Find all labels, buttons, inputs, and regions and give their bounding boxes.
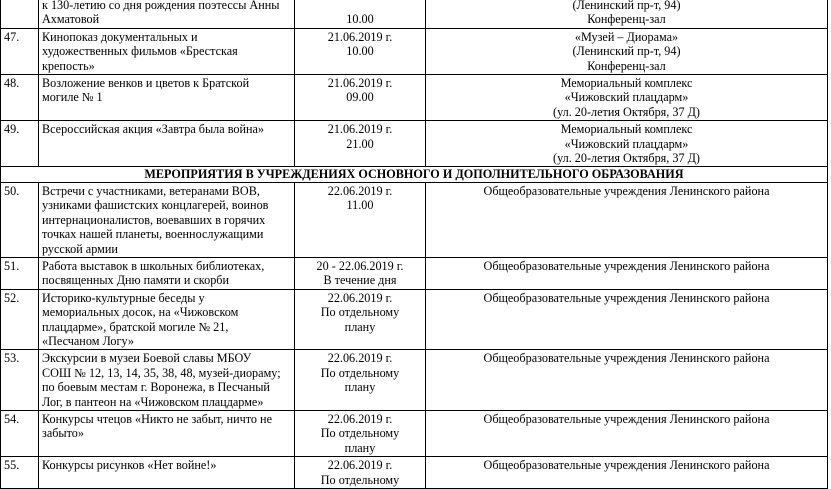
- date-line: 21.00: [346, 136, 374, 151]
- event-line: СОШ № 12, 13, 14, 35, 38, 48, музей-диораму;: [42, 365, 281, 380]
- place-line: Общеобразовательные учреждения Ленинского района: [483, 258, 770, 273]
- place-cell: [426, 75, 828, 121]
- place-line: «Чижовский плацдарм»: [564, 90, 689, 105]
- row-number: 51.: [1, 257, 39, 289]
- date-cell: [295, 0, 426, 28]
- place-line: (ул. 20-летия Октября, 37 Д): [553, 151, 700, 166]
- row-number: 47.: [1, 28, 39, 74]
- table-row: [1, 289, 828, 350]
- date-line: В течение дня: [323, 273, 397, 288]
- date-cell: [295, 121, 426, 167]
- event-cell: [39, 121, 295, 167]
- event-line: мемориальных досок, на «Чижовском: [42, 305, 239, 320]
- section-header-body: [1, 167, 828, 182]
- table-row: [1, 350, 828, 411]
- row-number: 49.: [1, 121, 39, 167]
- event-cell: [39, 350, 295, 411]
- event-line: интернационалистов, воевавших в горячих: [42, 212, 266, 227]
- date-line: 22.06.2019 г.: [327, 351, 393, 366]
- table-row: [1, 182, 828, 257]
- row-number: 50.: [1, 182, 39, 257]
- place-cell: [426, 121, 828, 167]
- place-line: Общеобразовательные учреждения Ленинского района: [483, 290, 770, 305]
- place-line: «Музей – Диорама»: [574, 29, 679, 44]
- event-line: могиле № 1: [42, 90, 103, 105]
- date-cell: [295, 28, 426, 74]
- date-line: По отдельному: [320, 305, 400, 320]
- event-line: Конкурсы чтецов «Никто не забыт, ничто не: [42, 411, 272, 426]
- event-line: посвященных Дню памяти и скорби: [42, 273, 230, 288]
- event-line: «Песчаном Логу»: [42, 333, 135, 348]
- place-cell: [426, 182, 828, 257]
- date-line: [298, 0, 422, 12]
- event-line: Экскурсии в музеи Боевой славы МБОУ: [42, 351, 252, 366]
- row-number: 52.: [1, 289, 39, 350]
- date-cell: [295, 350, 426, 411]
- event-cell: [39, 257, 295, 289]
- date-cell: [295, 75, 426, 121]
- event-cell: [39, 28, 295, 74]
- event-line: Ахматовой: [42, 12, 100, 27]
- table-row: [1, 410, 828, 456]
- place-line: (Ленинский пр-т, 94): [572, 0, 681, 12]
- date-line: 22.06.2019 г.: [327, 183, 393, 198]
- event-cell: [39, 0, 295, 28]
- date-line: плану: [344, 319, 376, 334]
- place-line: «Чижовский плацдарм»: [564, 136, 689, 151]
- section-header-row: [1, 167, 828, 182]
- event-line: Лог, в пантеон на «Чижовском плацдарме»: [42, 394, 264, 409]
- date-line: 22.06.2019 г.: [327, 458, 393, 473]
- event-line: Кинопоказ документальных и: [42, 29, 198, 44]
- place-cell: [426, 0, 828, 28]
- row-number: 48.: [1, 75, 39, 121]
- event-cell: [39, 410, 295, 456]
- place-line: (Ленинский пр-т, 94): [572, 44, 681, 59]
- date-line: По отдельному: [320, 426, 400, 441]
- date-line: По отдельному: [320, 472, 400, 487]
- event-line: русской армии: [42, 241, 118, 256]
- date-line: По отдельному: [320, 365, 400, 380]
- row-number: [1, 0, 39, 28]
- event-line: Встречи с участниками, ветеранами ВОВ,: [42, 183, 260, 198]
- event-line: забыто»: [42, 426, 84, 441]
- events-table-top: [1, 0, 828, 167]
- row-number: 53.: [1, 350, 39, 411]
- row-number: 55.: [1, 457, 39, 489]
- event-line: Работа выставок в школьных библиотеках,: [42, 258, 265, 273]
- table-row: [1, 257, 828, 289]
- date-line: 21.06.2019 г.: [327, 122, 393, 137]
- events-table-bottom: [1, 182, 828, 488]
- place-line: Мемориальный комплекс: [560, 76, 693, 91]
- date-cell: [295, 257, 426, 289]
- place-line: Общеобразовательные учреждения Ленинского района: [483, 183, 770, 198]
- table-row: [1, 121, 828, 167]
- event-line: к 130-летию со дня рождения поэтессы Анны: [42, 0, 280, 12]
- event-cell: [39, 182, 295, 257]
- place-line: Общеобразовательные учреждения Ленинского района: [483, 411, 770, 426]
- event-line: Возложение венков и цветов к Братской: [42, 76, 250, 91]
- place-line: Конференц-зал: [587, 12, 666, 27]
- section-title: МЕРОПРИЯТИЯ В УЧРЕЖДЕНИЯХ ОСНОВНОГО И ДОПОЛНИТЕЛЬНОГО ОБРАЗОВАНИЯ: [1, 167, 828, 182]
- event-line: точках нашей планеты, военнослужащими: [42, 227, 264, 242]
- event-line: Историко-культурные беседы у: [42, 290, 205, 305]
- event-line: плацдарме», братской могиле № 21,: [42, 319, 229, 334]
- event-line: Всероссийская акция «Завтра была война»: [42, 122, 265, 137]
- date-line: 22.06.2019 г.: [327, 290, 393, 305]
- place-cell: [426, 410, 828, 456]
- table-row: [1, 75, 828, 121]
- date-line: 21.06.2019 г.: [327, 29, 393, 44]
- row-number: 54.: [1, 410, 39, 456]
- event-line: крепость»: [42, 58, 95, 73]
- table-row: [1, 28, 828, 74]
- date-line: 22.06.2019 г.: [327, 411, 393, 426]
- date-cell: [295, 182, 426, 257]
- date-cell: [295, 410, 426, 456]
- place-line: Конференц-зал: [587, 58, 666, 73]
- date-line: 09.00: [346, 90, 374, 105]
- date-cell: [295, 289, 426, 350]
- date-line: плану: [344, 380, 376, 395]
- date-line: 10.00: [346, 44, 374, 59]
- event-line: узниками фашистских концлагерей, воинов: [42, 198, 269, 213]
- place-cell: [426, 350, 828, 411]
- place-line: Мемориальный комплекс: [560, 122, 693, 137]
- date-line: 10.00: [346, 12, 374, 27]
- place-line: (ул. 20-летия Октября, 37 Д): [553, 104, 700, 119]
- date-line: 11.00: [346, 198, 374, 213]
- place-line: Общеобразовательные учреждения Ленинского района: [483, 458, 770, 473]
- place-line: Общеобразовательные учреждения Ленинского района: [483, 351, 770, 366]
- event-line: художественных фильмов «Брестская: [42, 44, 238, 59]
- place-cell: [426, 28, 828, 74]
- table-row: [1, 0, 828, 28]
- place-cell: [426, 289, 828, 350]
- event-cell: [39, 289, 295, 350]
- date-line: 20 - 22.06.2019 г.: [316, 258, 404, 273]
- date-line: 21.06.2019 г.: [327, 76, 393, 91]
- event-cell: [39, 75, 295, 121]
- event-line: по боевым местам г. Воронежа, в Песчаный: [42, 380, 270, 395]
- place-cell: [426, 257, 828, 289]
- event-line: Конкурсы рисунков «Нет войне!»: [42, 458, 217, 473]
- date-line: плану: [344, 440, 376, 455]
